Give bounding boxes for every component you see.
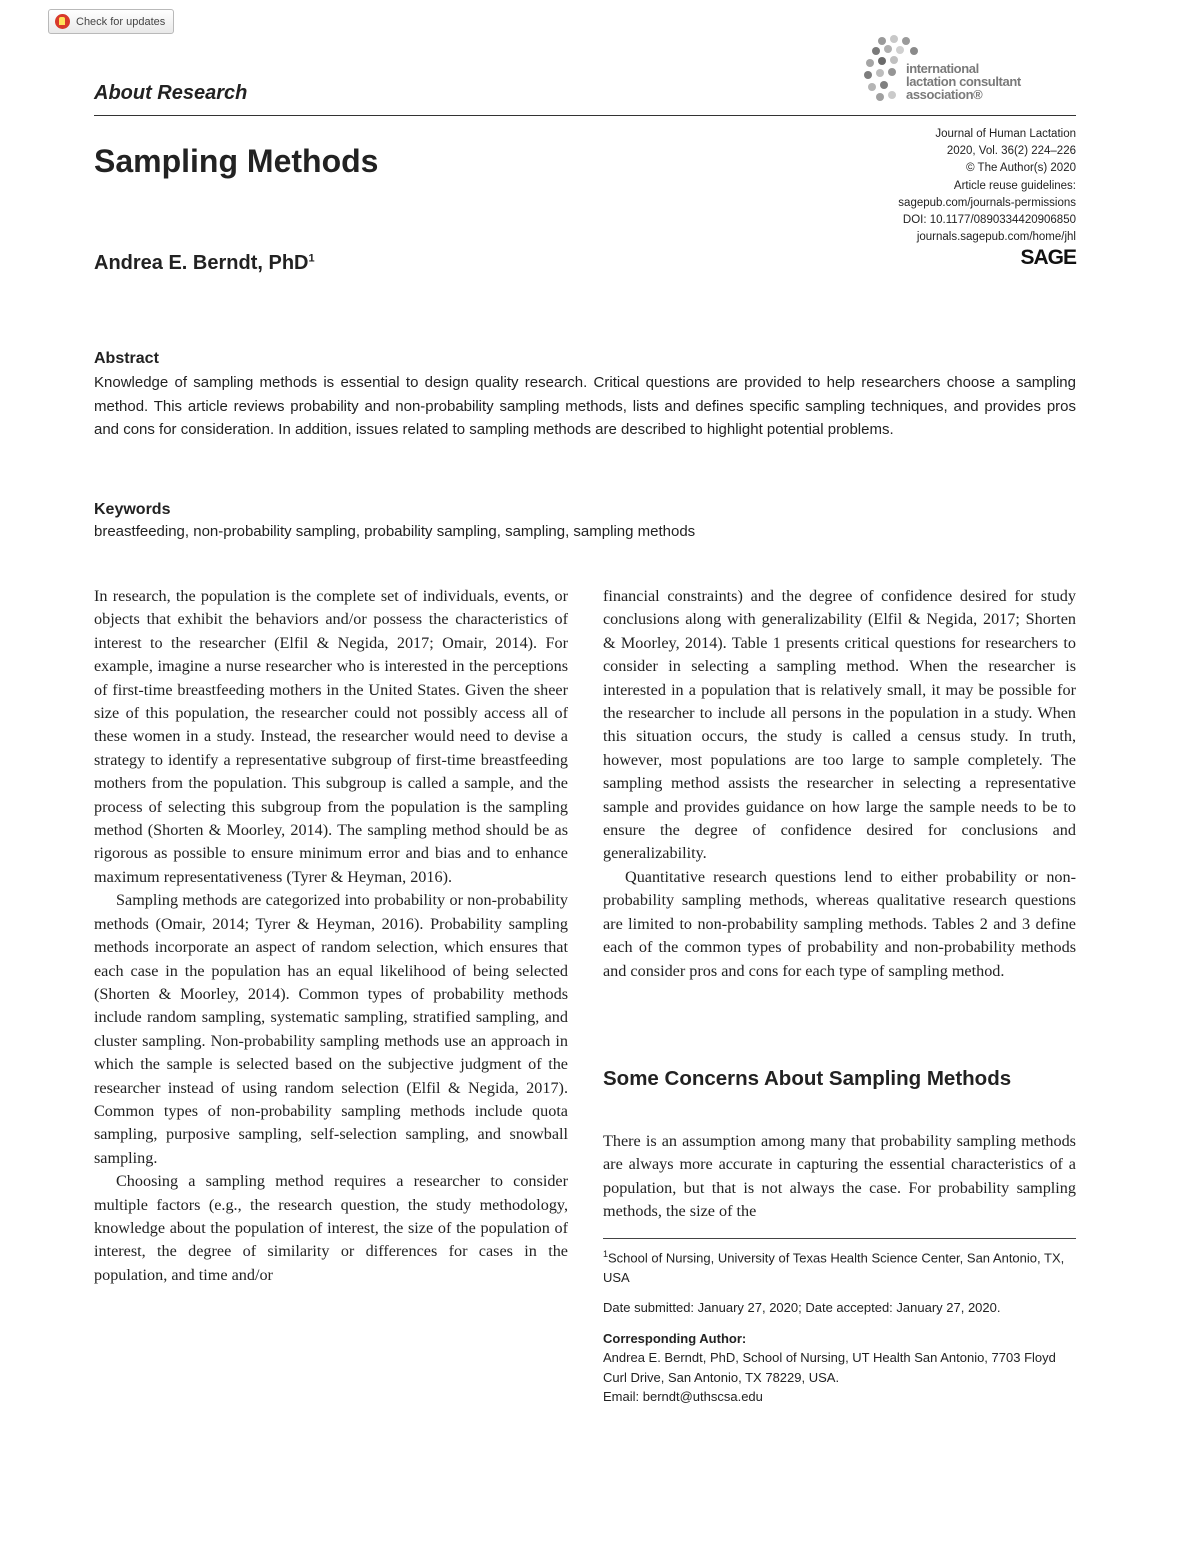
journal-copyright: © The Author(s) 2020	[966, 162, 1076, 175]
footnote-divider	[603, 1238, 1076, 1239]
check-for-updates-button[interactable]	[48, 9, 174, 34]
logo-line-3: association®	[906, 87, 983, 102]
journal-volume: 2020, Vol. 36(2) 224–226	[946, 145, 1076, 158]
body-paragraph: Quantitative research questions lend to either probability or non-probability sampling methods, whereas qualitative research questions are limited to non-probability sampling methods. Tables 2 and 3 define each of the common types of probability and non-probability methods and consider pros and cons for each type of sampling method.	[603, 867, 1076, 980]
section-label: About Research	[94, 82, 248, 104]
abstract-text: Knowledge of sampling methods is essential to design quality research. Critical questions are provided to help researchers choose a sampling method. This article reviews probability and non-probability sampling methods, lists and defines specific sampling techniques, and provides pros and cons for consideration. In addition, issues related to sampling methods are described to highlight potential problems.	[94, 374, 1076, 438]
section-heading: Some Concerns About Sampling Methods	[603, 1067, 1012, 1090]
footnotes	[603, 1245, 1076, 1407]
sage-logo-text: SAGE	[1020, 246, 1076, 269]
body-paragraph: Choosing a sampling method requires a researcher to consider multiple factors (e.g., the research question, the study methodology, knowledge about the population of interest, the size of the population of interest, the degree of similarity or differences for cases in the population, and time and/or	[94, 1172, 568, 1284]
section-text-column	[603, 1130, 1076, 1224]
section-paragraph: There is an assumption among many that probability sampling methods are always more accurate in capturing the essential characteristics of a population, but that is not always the case. For probability sampling methods, the size of the	[603, 1132, 1076, 1221]
body-paragraph: Sampling methods are categorized into probability or non-probability methods (Omair, 2014; Tyrer & Heyman, 2016). Probability sampling methods incorporate an aspect of random selection, which ensures that each case in the population has an equal likelihood of being selected (Shorten & Moorley, 2014). Common types of probability methods include random sampling, systematic sampling, stratified sampling, and cluster sampling. Non-probability sampling methods use an approach in which the sample is selected based on the subjective judgment of the researcher instead of using random selection (Elfil & Negida, 2017). Common types of non-probability sampling methods include quota sampling, purposive sampling, self-selection sampling, and snowball sampling.	[94, 891, 568, 1167]
reuse-guidelines-label: Article reuse guidelines:	[953, 179, 1076, 192]
sage-logo	[1020, 246, 1076, 270]
corresponding-author-block	[603, 1329, 1076, 1407]
keywords-heading: Keywords	[94, 501, 171, 518]
body-paragraph: financial constraints) and the degree of confidence desired for study conclusions along with generalizability (Elfil & Negida, 2017; Shorten & Moorley, 2014). Table 1 presents critical questions for researchers to consider in selecting a sampling method. When the researcher is interested in a population that is relatively small, it may be possible for the researcher to include all persons in the population in a study. When this situation occurs, the study is called a census study. In truth, however, most populations are too large to sample completely. The sampling method assists the researcher in selecting a representative sample and provides guidance on how large the sample needs to be to ensure the degree of confidence desired for conclusions and generalizability.	[603, 587, 1076, 863]
article-author	[94, 252, 315, 275]
doi-link[interactable]: DOI: 10.1177/0890334420906850	[902, 214, 1076, 227]
author-name: Andrea E. Berndt, PhD	[94, 252, 309, 274]
abstract-heading: Abstract	[94, 350, 159, 367]
body-left-column	[94, 585, 568, 1287]
journal-name: Journal of Human Lactation	[935, 128, 1076, 140]
corresponding-author-heading: Corresponding Author:	[603, 1330, 747, 1346]
keywords-text: breastfeeding, non-probability sampling, probability sampling, sampling, sampling methods	[94, 523, 696, 540]
logo-line-2: lactation consultant	[906, 74, 1021, 89]
corresponding-author-address: Andrea E. Berndt, PhD, School of Nursing, UT Health San Antonio, 7703 Floyd Curl Drive, San Antonio, TX 78229, USA.	[603, 1350, 1056, 1385]
logo-line-1: international	[906, 61, 979, 76]
affiliation-marker: 1	[603, 1249, 609, 1259]
affiliation-footnote	[603, 1245, 1076, 1287]
journal-info	[898, 126, 1076, 246]
body-right-column	[603, 585, 1076, 983]
ilca-logo	[862, 33, 1092, 108]
permissions-link[interactable]: sagepub.com/journals-permissions	[898, 196, 1076, 209]
header-divider	[94, 115, 1076, 116]
crossmark-icon	[55, 14, 70, 29]
journal-homepage-link[interactable]: journals.sagepub.com/home/jhl	[916, 231, 1076, 244]
corresponding-author-email[interactable]: Email: berndt@uthscsa.edu	[603, 1389, 763, 1405]
body-paragraph: In research, the population is the complete set of individuals, events, or objects that exhibit the behaviors and/or possess the characteristics of interest to the researcher (Elfil & Negida, 2017; Omair, 2014). For example, imagine a nurse researcher who is interested in the perceptions of first-time breastfeeding mothers in the United States. Given the sheer size of this population, the researcher could not possibly access all of these women in a study. Instead, the researcher would need to devise a strategy to identify a representative subgroup of first-time breastfeeding mothers from the population. This subgroup is called a sample, and the process of selecting this subgroup from the population is the sampling method (Shorten & Moorley, 2014). The sampling method should be as rigorous as possible to ensure minimum error and bias and to enhance maximum representativeness (Tyrer & Heyman, 2016).	[94, 587, 568, 886]
article-title: Sampling Methods	[94, 143, 379, 179]
check-for-updates-label: Check for updates	[76, 15, 166, 28]
affiliation-text: School of Nursing, University of Texas Health Science Center, San Antonio, TX, USA	[603, 1250, 1065, 1285]
author-affiliation-marker: 1	[308, 252, 315, 265]
dates-footnote: Date submitted: January 27, 2020; Date accepted: January 27, 2020.	[603, 1300, 1001, 1316]
